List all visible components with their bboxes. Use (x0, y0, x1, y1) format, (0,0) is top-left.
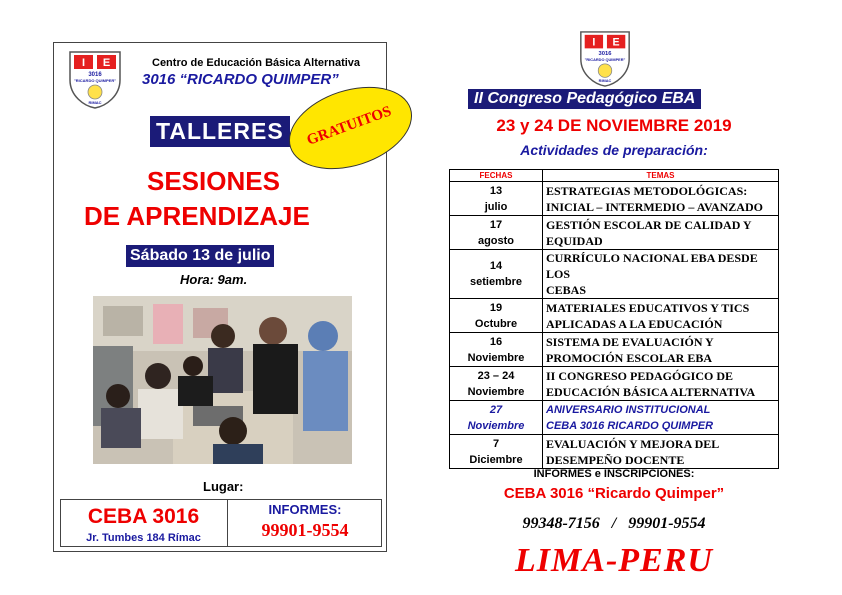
talleres-heading: TALLERES (150, 116, 290, 147)
date-month: Noviembre (467, 351, 525, 364)
table-row (450, 182, 779, 216)
lima-peru: LIMA-PERU (515, 542, 713, 579)
topic-line-2: EQUIDAD (546, 233, 603, 248)
congreso-dates: 23 y 24 DE NOVIEMBRE 2019 (496, 116, 732, 135)
date-month: agosto (477, 234, 515, 247)
row-topic (543, 401, 779, 435)
date-day: 16 (489, 335, 503, 348)
schedule-table (449, 169, 779, 469)
logo-number: 3016 (598, 51, 612, 58)
row-date (450, 333, 543, 367)
date-month: setiembre (470, 276, 522, 288)
logo-place: RIMAC (88, 100, 102, 105)
date-day: 23 – 24 (477, 369, 515, 382)
school-name: 3016 “RICARDO QUIMPER” (142, 71, 339, 88)
date-day: 14 (489, 260, 503, 272)
topic-line-1: II CONGRESO PEDAGÓGICO DE (546, 368, 734, 383)
table-row (450, 333, 779, 367)
workshop-photo (93, 296, 352, 464)
header-temas: TEMAS (543, 170, 779, 182)
topic-line-2: INICIAL – INTERMEDIO – AVANZADO (546, 199, 763, 214)
date-month: Diciembre (469, 453, 523, 466)
logo-letter-i: I (592, 36, 596, 49)
gratuitos-badge-text-wrap (287, 103, 412, 149)
row-date (450, 401, 543, 435)
de-aprendizaje-heading: DE APRENDIZAJE (84, 201, 310, 231)
table-row (450, 435, 779, 469)
logo-school: "RICARDO QUIMPER" (584, 57, 626, 62)
logo-letter-e: E (612, 36, 620, 49)
date-month: Noviembre (467, 385, 525, 398)
logo-letter-e: E (102, 57, 111, 69)
table-row (450, 401, 779, 435)
ceba-address: Jr. Tumbes 184 Rímac (86, 532, 201, 544)
contact-phones: 99348-7156 / 99901-9554 (522, 515, 706, 532)
row-topic (543, 333, 779, 367)
table-row (450, 367, 779, 401)
ceba-name: CEBA 3016 (87, 505, 200, 528)
row-date (450, 250, 543, 299)
row-date (450, 216, 543, 250)
topic-line-2: APLICADAS A LA EDUCACIÓN (546, 316, 723, 331)
table-row (450, 299, 779, 333)
logo-letter-i: I (81, 57, 86, 69)
topic-line-2: DESEMPEÑO DOCENTE (546, 452, 685, 467)
topic-line-1: MATERIALES EDUCATIVOS Y TICS (546, 300, 750, 315)
date-day: 17 (489, 218, 503, 231)
informes-phone: 99901-9554 (261, 520, 349, 540)
row-date (450, 299, 543, 333)
school-logo-right (575, 30, 635, 88)
row-topic (543, 216, 779, 250)
topic-line-2: CEBA 3016 RICARDO QUIMPER (546, 419, 714, 432)
date-month: Octubre (474, 317, 518, 330)
topic-line-1: ANIVERSARIO INSTITUCIONAL (546, 403, 711, 416)
topic-line-1: CURRÍCULO NACIONAL EBA DESDE LOS (546, 251, 758, 281)
header-fechas: FECHAS (450, 170, 543, 182)
session-time: Hora: 9am. (180, 272, 248, 287)
actividades-heading: Actividades de preparación: (520, 142, 708, 158)
logo-place: RIMAC (598, 79, 612, 84)
sesiones-heading: SESIONES (147, 166, 280, 196)
topic-line-2: EDUCACIÓN BÁSICA ALTERNATIVA (546, 384, 756, 399)
row-date (450, 367, 543, 401)
school-logo-left (66, 50, 124, 110)
informes-label: INFORMES: (268, 502, 342, 517)
date-day: 19 (489, 301, 503, 314)
date-day: 7 (492, 437, 500, 450)
topic-line-1: ESTRATEGIAS METODOLÓGICAS: (546, 183, 748, 198)
lugar-label: Lugar: (203, 479, 244, 494)
session-date: Sábado 13 de julio (126, 245, 274, 267)
topic-line-1: EVALUACIÓN Y MEJORA DEL (546, 436, 720, 451)
date-month: Noviembre (467, 419, 525, 432)
date-day: 27 (489, 403, 503, 416)
table-header-row (450, 170, 779, 182)
row-date (450, 435, 543, 469)
table-row (450, 216, 779, 250)
row-topic (543, 435, 779, 469)
date-day: 13 (489, 184, 503, 197)
ceba-ricardo-quimper: CEBA 3016 “Ricardo Quimper” (503, 485, 725, 502)
gratuitos-label: GRATUITOS (304, 103, 394, 149)
informes-inscripciones: INFORMES e INSCRIPCIONES: (533, 468, 695, 480)
topic-line-2: PROMOCIÓN ESCOLAR EBA (546, 350, 713, 365)
logo-school: "RICARDO QUIMPER" (73, 78, 117, 83)
topic-line-1: GESTIÓN ESCOLAR DE CALIDAD Y (546, 217, 752, 232)
topic-line-2: CEBAS (546, 283, 587, 297)
congreso-heading: II Congreso Pedagógico EBA (468, 89, 701, 109)
center-label: Centro de Educación Básica Alternativa (152, 57, 361, 69)
row-topic (543, 299, 779, 333)
topic-line-1: SISTEMA DE EVALUACIÓN Y (546, 334, 714, 349)
row-topic (543, 367, 779, 401)
date-month: julio (484, 200, 508, 213)
row-topic (543, 182, 779, 216)
row-date (450, 182, 543, 216)
logo-number: 3016 (88, 72, 102, 78)
table-row (450, 250, 779, 299)
row-topic (543, 250, 779, 299)
